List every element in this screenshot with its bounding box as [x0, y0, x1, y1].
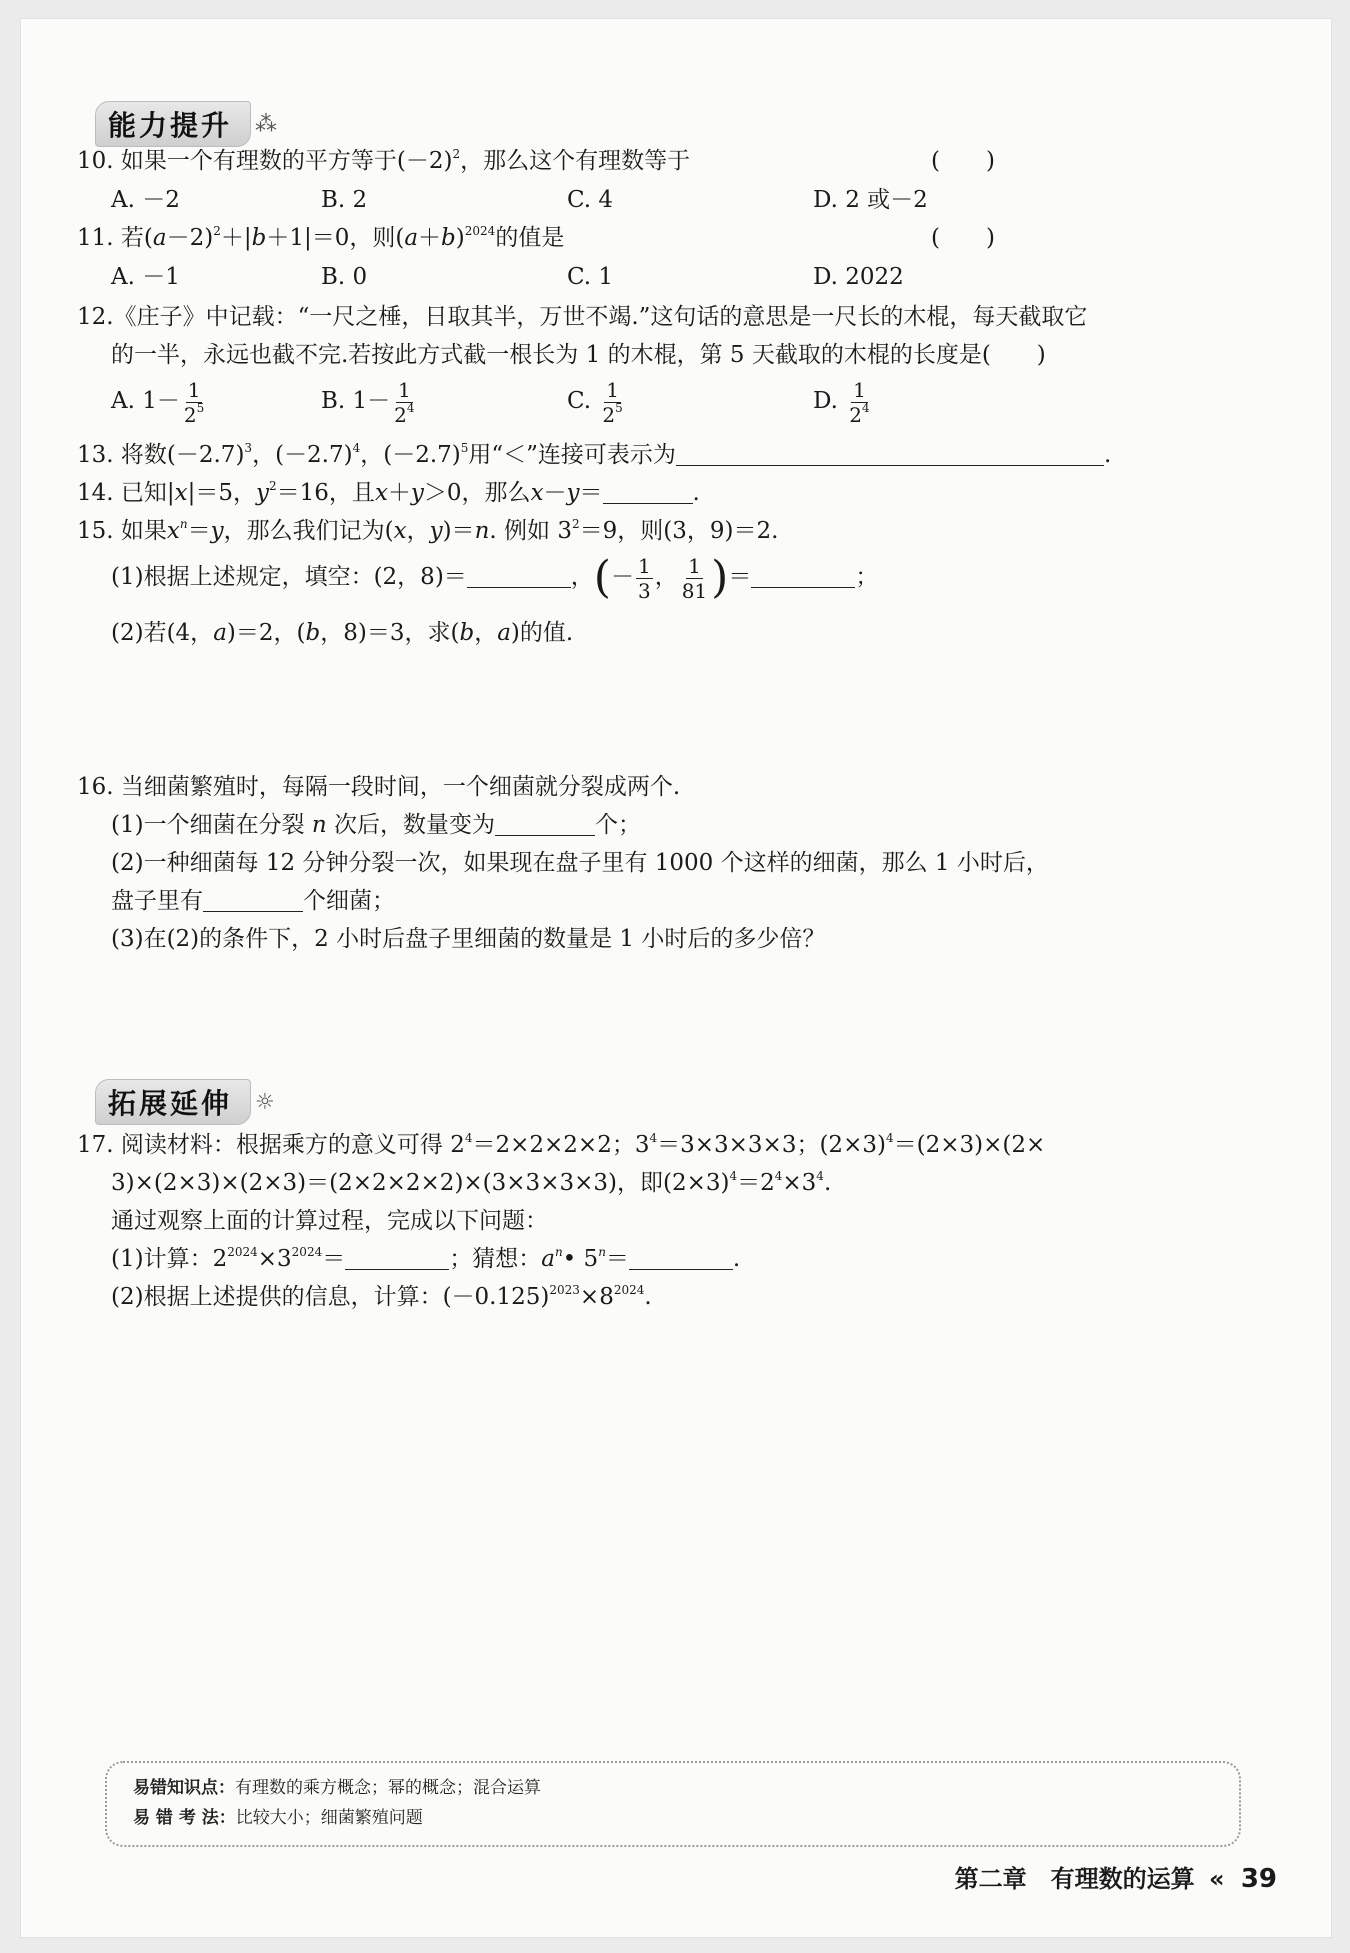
page-number: 39 — [1240, 1864, 1277, 1894]
workbook-page — [20, 18, 1332, 1938]
option-12-a: A. 1－ $\frac{1}{2^5}$ — [111, 377, 205, 427]
question-14: 14. 已知|x|＝5，$y^2=16$，且x＋y＞0，那么x－y＝ . — [77, 479, 700, 506]
section-title: 能力提升 — [95, 101, 251, 147]
answer-blank-13[interactable] — [676, 439, 1104, 466]
question-11: 11. 若$(a-2)^2+|b+1|=0$，则$(a+b)^{2024}$的值是 — [77, 224, 565, 251]
sparkle-icon: ⁂ — [255, 111, 278, 137]
tip-row-knowledge: 易错知识点：有理数的乘方概念；幂的概念；混合运算 — [133, 1778, 541, 1798]
question-17-part1: (1)计算：$2^{2024}\times 3^{2024}=$ ；猜想：$a^n•$ $5^n=$ . — [111, 1245, 741, 1272]
option-11-a: A. －1 — [111, 264, 180, 290]
chevron-left-icon: « — [1208, 1865, 1225, 1893]
answer-parens-11: ( ) — [931, 225, 995, 251]
answer-blank-15-1[interactable] — [467, 561, 571, 588]
option-11-b: B. 0 — [321, 264, 368, 290]
option-12-b: B. 1－ $\frac{1}{2^4}$ — [321, 377, 415, 427]
question-17-line1: 17. 阅读材料：根据乘方的意义可得 $2^4=2\times 2\times 2\times 2$；$3^4=3\times 3\times 3\times 3$；$(2\times 3)^4=(2\times 3)\times(2\times$ — [77, 1131, 1046, 1158]
question-17-part2: (2)根据上述提供的信息，计算：$(-0.125)^{2023}\times 8^{2024}$. — [111, 1283, 652, 1310]
question-15-part1: (1)根据上述规定，填空：(2，8)＝ ，(－ $\frac{1}{3}$ ， $\frac{1}{81}$ )＝ ； — [111, 552, 879, 603]
question-17-line2: 3)×(2×3)×(2×3)＝(2×2×2×2)×(3×3×3×3)，即$(2\times 3)^4=2^4\times 3^4$. — [111, 1169, 832, 1196]
chapter-title: 第二章 有理数的运算 — [954, 1865, 1195, 1893]
answer-blank-17-1[interactable] — [345, 1243, 449, 1270]
question-17-line3: 通过观察上面的计算过程，完成以下问题： — [111, 1208, 548, 1234]
option-11-d: D. 2022 — [813, 264, 904, 290]
question-12-line1: 12.《庄子》中记载：“一尺之棰，日取其半，万世不竭.”这句话的意思是一尺长的木棍，每天截取它 — [77, 304, 1088, 330]
question-15-part2: (2)若(4，a)＝2，(b，8)＝3，求(b，a)的值. — [111, 620, 574, 646]
answer-blank-17-2[interactable] — [629, 1243, 733, 1270]
question-16-part1: (1)一个细菌在分裂 n 次后，数量变为 个； — [111, 807, 641, 843]
question-12-line2: 的一半，永远也截不完.若按此方式截一根长为 1 的木棍，第 5 天截取的木棍的长度是( ) — [111, 342, 1046, 368]
option-12-d: D. $\frac{1}{2^4}$ — [813, 377, 870, 427]
section-header-extension — [95, 1077, 275, 1127]
question-10: 10. 如果一个有理数的平方等于$(-2)^2$，那么这个有理数等于 — [77, 147, 691, 174]
page-footer — [955, 1859, 1277, 1894]
tip-row-methods: 易 错 考 法：比较大小；细菌繁殖问题 — [133, 1808, 423, 1828]
answer-blank-16-2[interactable] — [203, 885, 303, 912]
lightbulb-icon: ☼ — [255, 1089, 275, 1115]
option-10-c: C. 4 — [567, 187, 614, 213]
common-mistakes-box — [105, 1761, 1241, 1847]
option-10-b: B. 2 — [321, 187, 368, 213]
question-16-part2-line1: (2)一种细菌每 12 分钟分裂一次，如果现在盘子里有 1000 个这样的细菌，那么 1 小时后， — [111, 850, 1049, 876]
option-12-c: C. $\frac{1}{2^5}$ — [567, 377, 623, 427]
option-10-a: A. －2 — [111, 187, 180, 213]
question-16-part3: (3)在(2)的条件下，2 小时后盘子里细菌的数量是 1 小时后的多少倍？ — [111, 926, 826, 952]
answer-blank-15-2[interactable] — [751, 561, 855, 588]
answer-blank-16-1[interactable] — [495, 809, 595, 836]
option-10-d: D. 2 或－2 — [813, 187, 928, 213]
question-16: 16. 当细菌繁殖时，每隔一段时间，一个细菌就分裂成两个. — [77, 774, 681, 800]
answer-blank-14[interactable] — [603, 477, 693, 504]
option-11-c: C. 1 — [567, 264, 614, 290]
question-16-part2-line2: 盘子里有 个细菌； — [111, 883, 395, 919]
question-15: 15. 如果$x^n=y$，那么我们记为(x，y)＝n. 例如 $3^2=9$，则(3，9)＝2. — [77, 517, 779, 544]
section-title: 拓展延伸 — [95, 1079, 251, 1125]
section-header-ability — [95, 99, 277, 149]
question-13: 13. 将数$(-2.7)^3$，$(-2.7)^4$，$(-2.7)^5$用“＜”连接可表示为 . — [77, 441, 1112, 468]
answer-parens-10: ( ) — [931, 148, 995, 174]
